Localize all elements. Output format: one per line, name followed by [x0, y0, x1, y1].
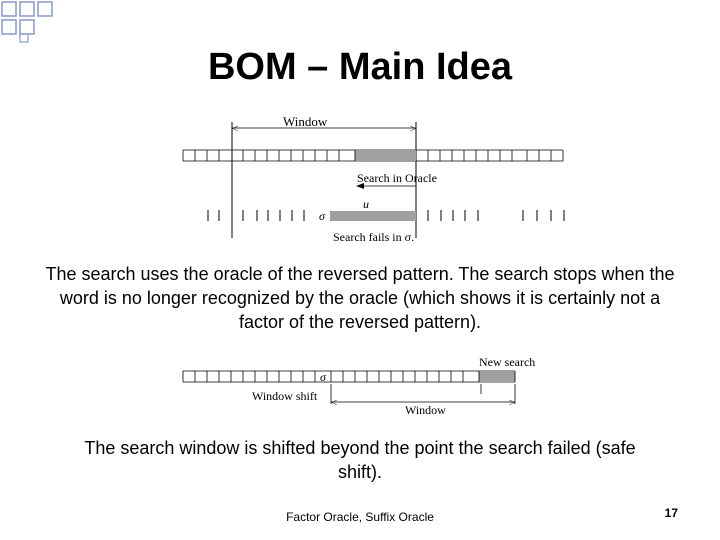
search-in-oracle-label: Search in Oracle — [357, 171, 437, 185]
new-search-block — [479, 371, 515, 382]
sigma-label-2: σ — [320, 370, 326, 384]
u-label: u — [363, 197, 369, 211]
window-right-bracket: > — [410, 123, 417, 135]
slide-title: BOM – Main Idea — [207, 46, 513, 88]
new-search-label: New search — [479, 355, 536, 369]
window2-right-bracket: > — [509, 397, 516, 409]
text-cells-row3 — [183, 371, 515, 382]
window-label: Window — [283, 114, 328, 129]
search-fails-label: Search fails in σ. — [333, 230, 415, 244]
explanation-paragraph-2: The search window is shifted beyond the point the search failed (safe shift). — [84, 438, 636, 482]
slide-footer: Factor Oracle, Suffix Oracle — [286, 510, 434, 524]
sigma-label-1: σ — [319, 209, 325, 223]
window2-left-bracket: < — [331, 397, 338, 409]
explanation-paragraph-1: The search uses the oracle of the reversed pattern. The search stops when the word is no longer recognized by the oracle (which shows it is certainly not a factor of the reversed pattern). — [45, 264, 675, 332]
window-shift-label: Window shift — [252, 389, 318, 403]
window2-label: Window — [405, 403, 446, 417]
page-number: 17 — [664, 506, 678, 520]
window-left-bracket: < — [232, 123, 239, 135]
